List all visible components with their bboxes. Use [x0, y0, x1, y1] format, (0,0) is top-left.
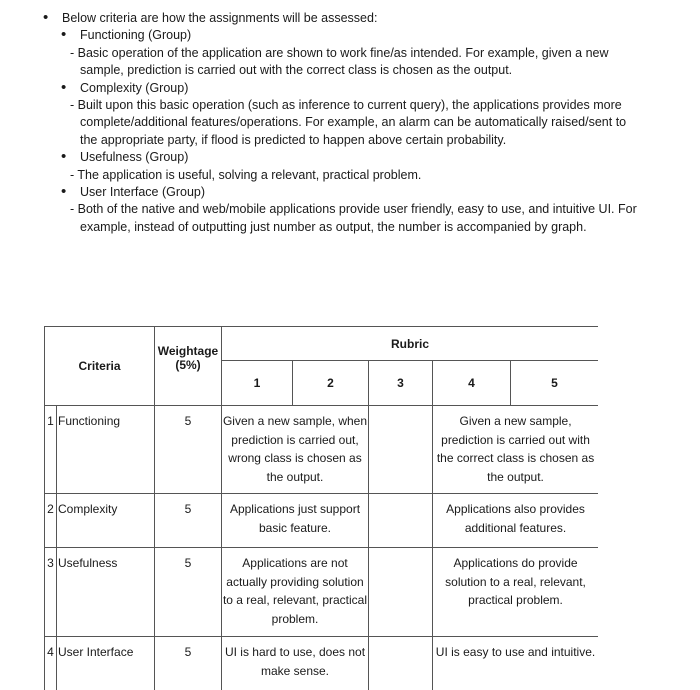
rubric-table-container [44, 326, 598, 690]
rubric-high-description: UI is easy to use and intuitive. [433, 637, 599, 690]
criterion-complexity-title: • Complexity (Group) [40, 80, 640, 97]
rubric-high-description: Applications also provides additional features. [433, 494, 599, 548]
assessment-criteria-list [40, 10, 640, 236]
criterion-name: Usefulness [57, 548, 155, 637]
criterion-usefulness-title: • Usefulness (Group) [40, 149, 640, 166]
rubric-header: Rubric [222, 327, 599, 361]
criterion-weight: 5 [155, 548, 222, 637]
criterion-user-interface-desc: - Both of the native and web/mobile applications provide user friendly, easy to use, and intuitive UI. For example, instead of outputting just number as output, the number is accompanied by graph. [70, 202, 637, 234]
table-row [45, 548, 599, 637]
criteria-heading: • Below criteria are how the assignments will be assessed: [40, 10, 640, 27]
rubric-table [44, 326, 598, 690]
rubric-score-3-cell [369, 637, 433, 690]
criterion-weight: 5 [155, 637, 222, 690]
criterion-user-interface-title: • User Interface (Group) [40, 184, 640, 201]
rubric-low-description: Applications are not actually providing solution to a real, relevant, practical problem. [222, 548, 369, 637]
criterion-weight: 5 [155, 406, 222, 494]
criterion-functioning-title: • Functioning (Group) [40, 27, 640, 44]
rubric-low-description: UI is hard to use, does not make sense. [222, 637, 369, 690]
criterion-weight: 5 [155, 494, 222, 548]
row-number: 3 [45, 548, 57, 637]
criterion-name: Functioning [57, 406, 155, 494]
rubric-score-3-cell [369, 548, 433, 637]
row-number: 2 [45, 494, 57, 548]
criterion-name: User Interface [57, 637, 155, 690]
rubric-score-3-cell [369, 406, 433, 494]
table-row [45, 637, 599, 690]
rubric-low-description: Given a new sample, when prediction is carried out, wrong class is chosen as the output. [222, 406, 369, 494]
score-5-header: 5 [511, 361, 599, 406]
weightage-header: Weightage (5%) [155, 327, 222, 406]
criteria-header: Criteria [45, 327, 155, 406]
criterion-complexity-desc: - Built upon this basic operation (such as inference to current query), the applications provides more complete/additional features/operations. For example, an alarm can be automatically raised/sent to the appropriate party, if flood is predicted to happen above certain probability. [70, 98, 627, 147]
row-number: 1 [45, 406, 57, 494]
rubric-score-3-cell [369, 494, 433, 548]
criterion-name: Complexity [57, 494, 155, 548]
rubric-low-description: Applications just support basic feature. [222, 494, 369, 548]
score-2-header: 2 [293, 361, 369, 406]
row-number: 4 [45, 637, 57, 690]
score-3-header: 3 [369, 361, 433, 406]
score-4-header: 4 [433, 361, 511, 406]
criterion-functioning-desc: - Basic operation of the application are shown to work fine/as intended. For example, given a new sample, prediction is carried out with the correct class is chosen as the output. [70, 45, 609, 78]
score-1-header: 1 [222, 361, 293, 406]
table-row [45, 494, 599, 548]
criterion-usefulness-desc: - The application is useful, solving a relevant, practical problem. [70, 167, 422, 182]
rubric-high-description: Given a new sample, prediction is carried out with the correct class is chosen as the output. [433, 406, 599, 494]
rubric-high-description: Applications do provide solution to a real, relevant, practical problem. [433, 548, 599, 637]
table-row [45, 406, 599, 494]
